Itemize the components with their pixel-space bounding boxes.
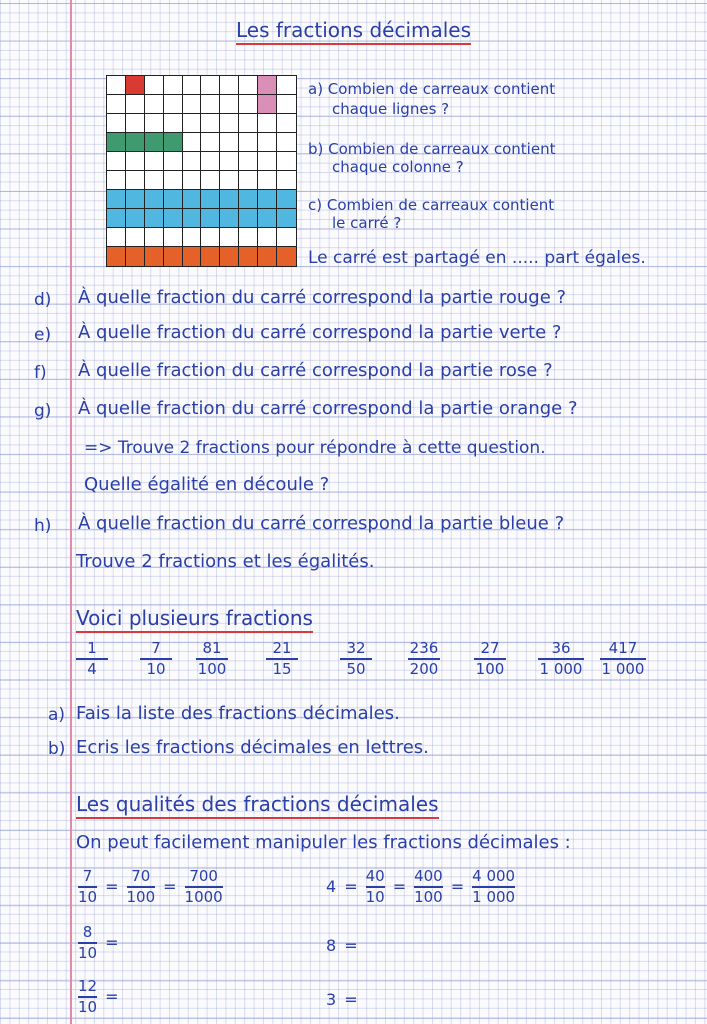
s2-a-letter: a) (48, 705, 66, 725)
fraction (266, 640, 298, 678)
fraction-denominator: 10 (78, 887, 98, 906)
grid-cell (220, 95, 239, 114)
grid-cell (126, 247, 145, 266)
fraction-denominator: 10 (78, 997, 98, 1016)
fraction-numerator: 36 (551, 639, 571, 657)
fraction (600, 640, 646, 678)
equality-lead: 3 (326, 990, 337, 1009)
grid-cell (183, 171, 202, 190)
grid-cell (277, 171, 296, 190)
s2-b-letter: b) (48, 739, 66, 759)
fraction-numerator: 1 (87, 639, 97, 657)
grid-cell (164, 133, 183, 152)
grid-cell (107, 95, 126, 114)
grid-cell (183, 152, 202, 171)
fraction-numerator: 81 (202, 639, 222, 657)
fraction-denominator: 100 (126, 887, 156, 906)
grid-cell (277, 133, 296, 152)
s2-b-text: Ecris les fractions décimales en lettres. (76, 737, 429, 758)
grid-cell (164, 114, 183, 133)
question-letter: f) (34, 363, 47, 383)
fraction (185, 868, 223, 906)
grid-cell (164, 171, 183, 190)
grid-cell (239, 133, 258, 152)
grid-cell (164, 76, 183, 95)
grid-cell (164, 228, 183, 247)
fraction (140, 640, 172, 678)
grid-cell (183, 209, 202, 228)
grid-cell (183, 228, 202, 247)
grid-cell (258, 209, 277, 228)
grid-cell (107, 133, 126, 152)
grid-cell (258, 247, 277, 266)
grid-cell (258, 190, 277, 209)
grid-cell (183, 114, 202, 133)
grid-question-line: b) Combien de carreaux contient (308, 140, 556, 158)
grid-cell (145, 152, 164, 171)
grid-cell (145, 190, 164, 209)
grid-cell (126, 76, 145, 95)
fraction-numerator: 7 (82, 867, 93, 885)
fraction-numerator: 236 (409, 639, 439, 657)
grid-cells (106, 75, 297, 267)
grid-cell (107, 190, 126, 209)
grid-cell (258, 228, 277, 247)
grid-cell (107, 152, 126, 171)
equality-row (78, 868, 223, 906)
fraction-numerator: 7 (151, 639, 161, 657)
fraction-denominator: 1 000 (472, 887, 516, 906)
fraction-denominator: 100 (475, 659, 505, 678)
grid-cell (107, 114, 126, 133)
grid-cell (164, 190, 183, 209)
grid-cell (201, 152, 220, 171)
grid-cell (277, 95, 296, 114)
grid-cell (201, 114, 220, 133)
fraction (78, 924, 97, 962)
fraction (366, 868, 385, 906)
grid-cell (164, 209, 183, 228)
grid-cell (258, 152, 277, 171)
equals-sign: = (344, 936, 358, 955)
grid-cell (220, 152, 239, 171)
grid-cell (220, 228, 239, 247)
grid-cell (239, 247, 258, 266)
fraction-denominator: 10 (365, 887, 385, 906)
fraction (472, 868, 515, 906)
grid-cell (126, 133, 145, 152)
question-text: À quelle fraction du carré correspond la partie orange ? (78, 398, 578, 419)
s2-a-text: Fais la liste des fractions décimales. (76, 703, 400, 724)
grid-cell (239, 190, 258, 209)
section3-title: Les qualités des fractions décimales (76, 792, 439, 816)
fraction (474, 640, 506, 678)
grid-cell (126, 171, 145, 190)
equality-lead: 8 (326, 936, 337, 955)
equals-sign: = (344, 990, 358, 1009)
equals-sign: = (163, 877, 177, 897)
grid-cell (126, 114, 145, 133)
g-sub2: Quelle égalité en découle ? (84, 474, 330, 495)
equality-row (78, 924, 119, 962)
grid-cell (183, 95, 202, 114)
grid-cell (258, 95, 277, 114)
fraction-numerator: 400 (414, 867, 443, 885)
fraction (127, 868, 156, 906)
fraction-numerator: 417 (608, 639, 638, 657)
grid-cell (107, 209, 126, 228)
grid-cell (201, 133, 220, 152)
fraction (76, 640, 108, 678)
grid-cell (220, 190, 239, 209)
grid-question-line: c) Combien de carreaux contient (308, 196, 555, 214)
grid-cell (145, 228, 164, 247)
fraction-denominator: 100 (197, 659, 227, 678)
fraction-denominator: 50 (346, 659, 366, 678)
fraction (408, 640, 440, 678)
grid-question-line: le carré ? (332, 214, 402, 232)
grid-cell (220, 247, 239, 266)
grid-cell (126, 228, 145, 247)
fraction-numerator: 70 (131, 867, 151, 885)
equals-sign: = (392, 877, 407, 897)
h-sub: Trouve 2 fractions et les égalités. (76, 551, 375, 572)
equals-sign: = (105, 933, 119, 953)
grid-cell (126, 209, 145, 228)
fraction-denominator: 10 (78, 943, 98, 962)
grid-cell (239, 114, 258, 133)
grid-cell (201, 209, 220, 228)
grid-cell (220, 209, 239, 228)
grid-cell (145, 171, 164, 190)
grid-cell (201, 171, 220, 190)
grid-cell (220, 171, 239, 190)
grid-cell (258, 171, 277, 190)
grid-cell (220, 76, 239, 95)
equality-row (326, 868, 515, 906)
fraction (414, 868, 443, 906)
grid-cell (239, 209, 258, 228)
grid-cell (201, 95, 220, 114)
equals-sign: = (450, 877, 465, 897)
fraction-numerator: 12 (78, 977, 98, 995)
grid-cell (145, 95, 164, 114)
grid-cell (145, 133, 164, 152)
grid-cell (277, 209, 296, 228)
question-text: À quelle fraction du carré correspond la partie rose ? (78, 360, 553, 381)
grid-cell (201, 190, 220, 209)
grid-cell (277, 152, 296, 171)
question-h-letter: h) (34, 516, 52, 536)
fraction-numerator: 8 (82, 923, 93, 941)
grid-cell (201, 76, 220, 95)
grid-cell (126, 190, 145, 209)
grid-cell (277, 76, 296, 95)
grid-cell (220, 114, 239, 133)
fraction-denominator: 200 (409, 659, 439, 678)
fraction-denominator: 1000 (184, 887, 223, 906)
grid-cell (107, 247, 126, 266)
grid-cell (164, 95, 183, 114)
grid-cell (220, 133, 239, 152)
question-letter: e) (34, 325, 52, 345)
fraction-grid (106, 75, 297, 267)
grid-cell (145, 76, 164, 95)
grid-cell (258, 114, 277, 133)
fraction-numerator: 27 (480, 639, 500, 657)
grid-cell (277, 114, 296, 133)
grid-cell (145, 114, 164, 133)
fraction (196, 640, 228, 678)
fraction-denominator: 100 (414, 887, 443, 906)
equality-lead: 4 (326, 877, 337, 897)
fraction-denominator: 10 (146, 659, 166, 678)
grid-cell (183, 133, 202, 152)
grid-cell (277, 228, 296, 247)
equality-row (326, 936, 358, 955)
grid-cell (239, 95, 258, 114)
fraction (78, 868, 97, 906)
grid-cell (126, 152, 145, 171)
equality-row (78, 978, 119, 1016)
grid-cell (258, 133, 277, 152)
grid-cell (126, 95, 145, 114)
grid-cell (164, 247, 183, 266)
g-sub1: => Trouve 2 fractions pour répondre à cette question. (84, 438, 546, 458)
equality-row (326, 990, 358, 1009)
grid-cell (201, 228, 220, 247)
grid-cell (107, 228, 126, 247)
question-text: À quelle fraction du carré correspond la partie verte ? (78, 322, 562, 343)
page-title: Les fractions décimales (0, 18, 707, 42)
partage-sentence: Le carré est partagé en ..... part égales. (308, 248, 646, 268)
grid-cell (145, 247, 164, 266)
grid-cell (239, 171, 258, 190)
grid-cell (183, 76, 202, 95)
grid-question-line: chaque colonne ? (332, 158, 464, 176)
grid-cell (239, 228, 258, 247)
fraction (340, 640, 372, 678)
grid-cell (164, 152, 183, 171)
grid-cell (258, 76, 277, 95)
fraction-denominator: 4 (87, 659, 97, 678)
grid-cell (239, 152, 258, 171)
grid-cell (239, 76, 258, 95)
section3-intro: On peut facilement manipuler les fractions décimales : (76, 832, 571, 853)
grid-cell (107, 76, 126, 95)
question-text: À quelle fraction du carré correspond la partie rouge ? (78, 287, 567, 308)
fraction (538, 640, 584, 678)
grid-cell (107, 171, 126, 190)
section2-title: Voici plusieurs fractions (76, 606, 313, 630)
question-letter: g) (34, 401, 52, 421)
fraction-numerator: 4 000 (472, 867, 516, 885)
grid-cell (145, 209, 164, 228)
fraction-denominator: 1 000 (601, 659, 645, 678)
fraction-numerator: 32 (346, 639, 366, 657)
fraction (78, 978, 97, 1016)
margin-line (70, 0, 72, 1024)
equals-sign: = (105, 877, 119, 897)
question-letter: d) (34, 290, 52, 310)
grid-cell (277, 247, 296, 266)
fraction-denominator: 1 000 (539, 659, 583, 678)
grid-question-line: chaque lignes ? (332, 100, 450, 118)
equals-sign: = (344, 877, 358, 897)
fraction-numerator: 700 (189, 867, 218, 885)
equals-sign: = (105, 987, 119, 1007)
fraction-denominator: 15 (272, 659, 292, 678)
grid-cell (201, 247, 220, 266)
grid-question-line: a) Combien de carreaux contient (308, 80, 556, 98)
grid-cell (277, 190, 296, 209)
fraction-numerator: 21 (272, 639, 292, 657)
grid-cell (183, 247, 202, 266)
question-h-text: À quelle fraction du carré correspond la partie bleue ? (78, 513, 565, 534)
grid-cell (183, 190, 202, 209)
fraction-numerator: 40 (365, 867, 385, 885)
